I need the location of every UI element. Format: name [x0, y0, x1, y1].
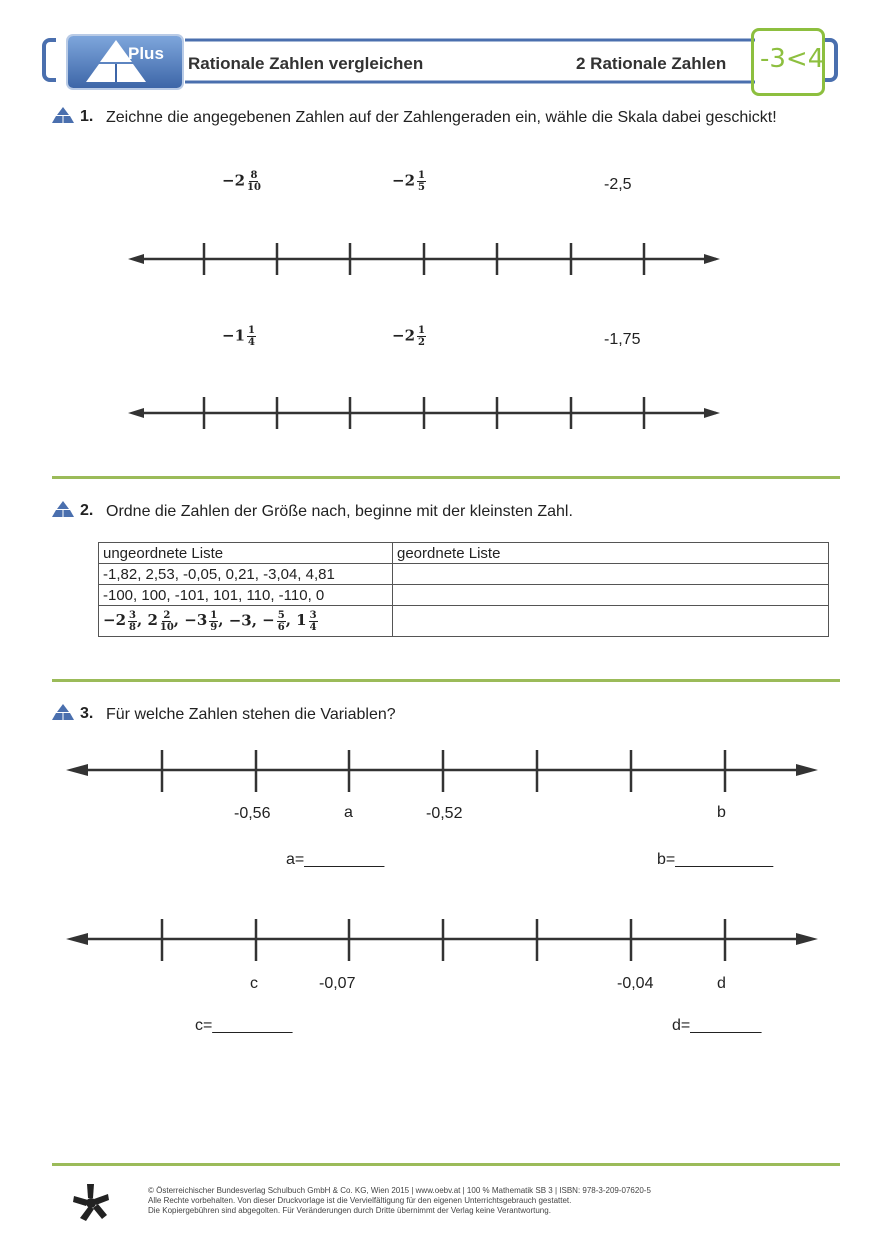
- line4-label: c: [250, 975, 258, 992]
- answer-d[interactable]: d=________: [672, 1017, 762, 1034]
- answer-cell[interactable]: [393, 606, 829, 637]
- task3-number: 3.: [80, 705, 94, 722]
- table-row: [99, 585, 829, 606]
- ordering-table: [98, 542, 829, 637]
- task1-pyramid-icon: [52, 106, 76, 126]
- footer-line: Alle Rechte vorbehalten. Von dieser Druckvorlage ist die Vervielfältigung für den eigenen Unterrichtsgebrauch gestattet.: [148, 1196, 572, 1205]
- number-line-2[interactable]: [128, 394, 728, 434]
- task1-value-5: −2 $\frac{1}{2}$: [392, 325, 425, 348]
- number-line-4[interactable]: [66, 917, 822, 963]
- fraction-item: 2 $\frac{2}{10}$ ,: [147, 609, 185, 633]
- fraction-item: − $\frac{5}{6}$ ,: [262, 609, 297, 633]
- table-row: [99, 564, 829, 585]
- line3-label: -0,56: [234, 805, 271, 822]
- table-cell: -100, 100, -101, 101, 110, -110, 0: [99, 585, 393, 606]
- separator-3: [52, 1163, 840, 1166]
- footer-text: [148, 1186, 651, 1216]
- line4-label: -0,04: [617, 975, 654, 992]
- plus-logo: [68, 36, 182, 88]
- stamp-text: -3<4: [760, 44, 825, 74]
- task3-text: Für welche Zahlen stehen die Variablen?: [106, 706, 396, 723]
- footer-line: Die Kopiergebühren sind abgegolten. Für Veränderungen durch Dritte übernimmt der Verlag keine Verantwortung.: [148, 1206, 551, 1215]
- answer-cell[interactable]: [393, 585, 829, 606]
- task2-number: 2.: [80, 502, 94, 519]
- fraction-item: −2 $\frac{3}{8}$ ,: [103, 609, 148, 633]
- task1-value-2: −2 $\frac{1}{5}$: [392, 170, 425, 193]
- answer-a[interactable]: a=_________: [286, 851, 385, 868]
- table-row: [99, 606, 829, 637]
- line4-label: -0,07: [319, 975, 356, 992]
- answer-cell[interactable]: [393, 564, 829, 585]
- task1-value-6: -1,75: [604, 331, 641, 348]
- task1-value-1: −2 $\frac{8}{10}$: [222, 170, 261, 193]
- table-header: geordnete Liste: [393, 543, 829, 564]
- fraction-item: 1 $\frac{3}{4}$: [296, 609, 317, 633]
- task2-text: Ordne die Zahlen der Größe nach, beginne mit der kleinsten Zahl.: [106, 503, 573, 520]
- number-line-3[interactable]: [66, 748, 822, 794]
- separator-1: [52, 476, 840, 479]
- logo-text: Plus: [128, 44, 164, 63]
- footer-line: © Österreichischer Bundesverlag Schulbuch GmbH & Co. KG, Wien 2015 | www.oebv.at | 100 % Mathematik SB 3 | ISBN: 978-3-209-07620-5: [148, 1186, 651, 1195]
- chapter-title: 2 Rationale Zahlen: [576, 54, 727, 73]
- task3-pyramid-icon: [52, 703, 76, 723]
- table-header: ungeordnete Liste: [99, 543, 393, 564]
- pyramid-icon: [68, 36, 182, 88]
- fraction-list-cell: [99, 606, 393, 637]
- page-title: Rationale Zahlen vergleichen: [188, 54, 424, 73]
- line3-label: b: [717, 804, 726, 821]
- fraction-item: −3,: [228, 611, 263, 629]
- task2-pyramid-icon: [52, 500, 76, 520]
- answer-c[interactable]: c=_________: [195, 1017, 293, 1034]
- publisher-logo-icon: [72, 1182, 110, 1222]
- number-line-1[interactable]: [128, 240, 728, 280]
- table-header-row: [99, 543, 829, 564]
- line3-label: a: [344, 804, 353, 821]
- line4-label: d: [717, 975, 726, 992]
- line3-label: -0,52: [426, 805, 463, 822]
- task1-value-4: −1 $\frac{1}{4}$: [222, 325, 255, 348]
- stamp-box: [751, 28, 825, 96]
- task1-number: 1.: [80, 108, 94, 125]
- table-cell: -1,82, 2,53, -0,05, 0,21, -3,04, 4,81: [99, 564, 393, 585]
- separator-2: [52, 679, 840, 682]
- answer-b[interactable]: b=___________: [657, 851, 774, 868]
- task1-text: Zeichne die angegebenen Zahlen auf der Zahlengeraden ein, wähle die Skala dabei geschickt!: [106, 109, 777, 126]
- fraction-item: −3 $\frac{1}{9}$ ,: [184, 609, 229, 633]
- task1-value-3: -2,5: [604, 176, 632, 193]
